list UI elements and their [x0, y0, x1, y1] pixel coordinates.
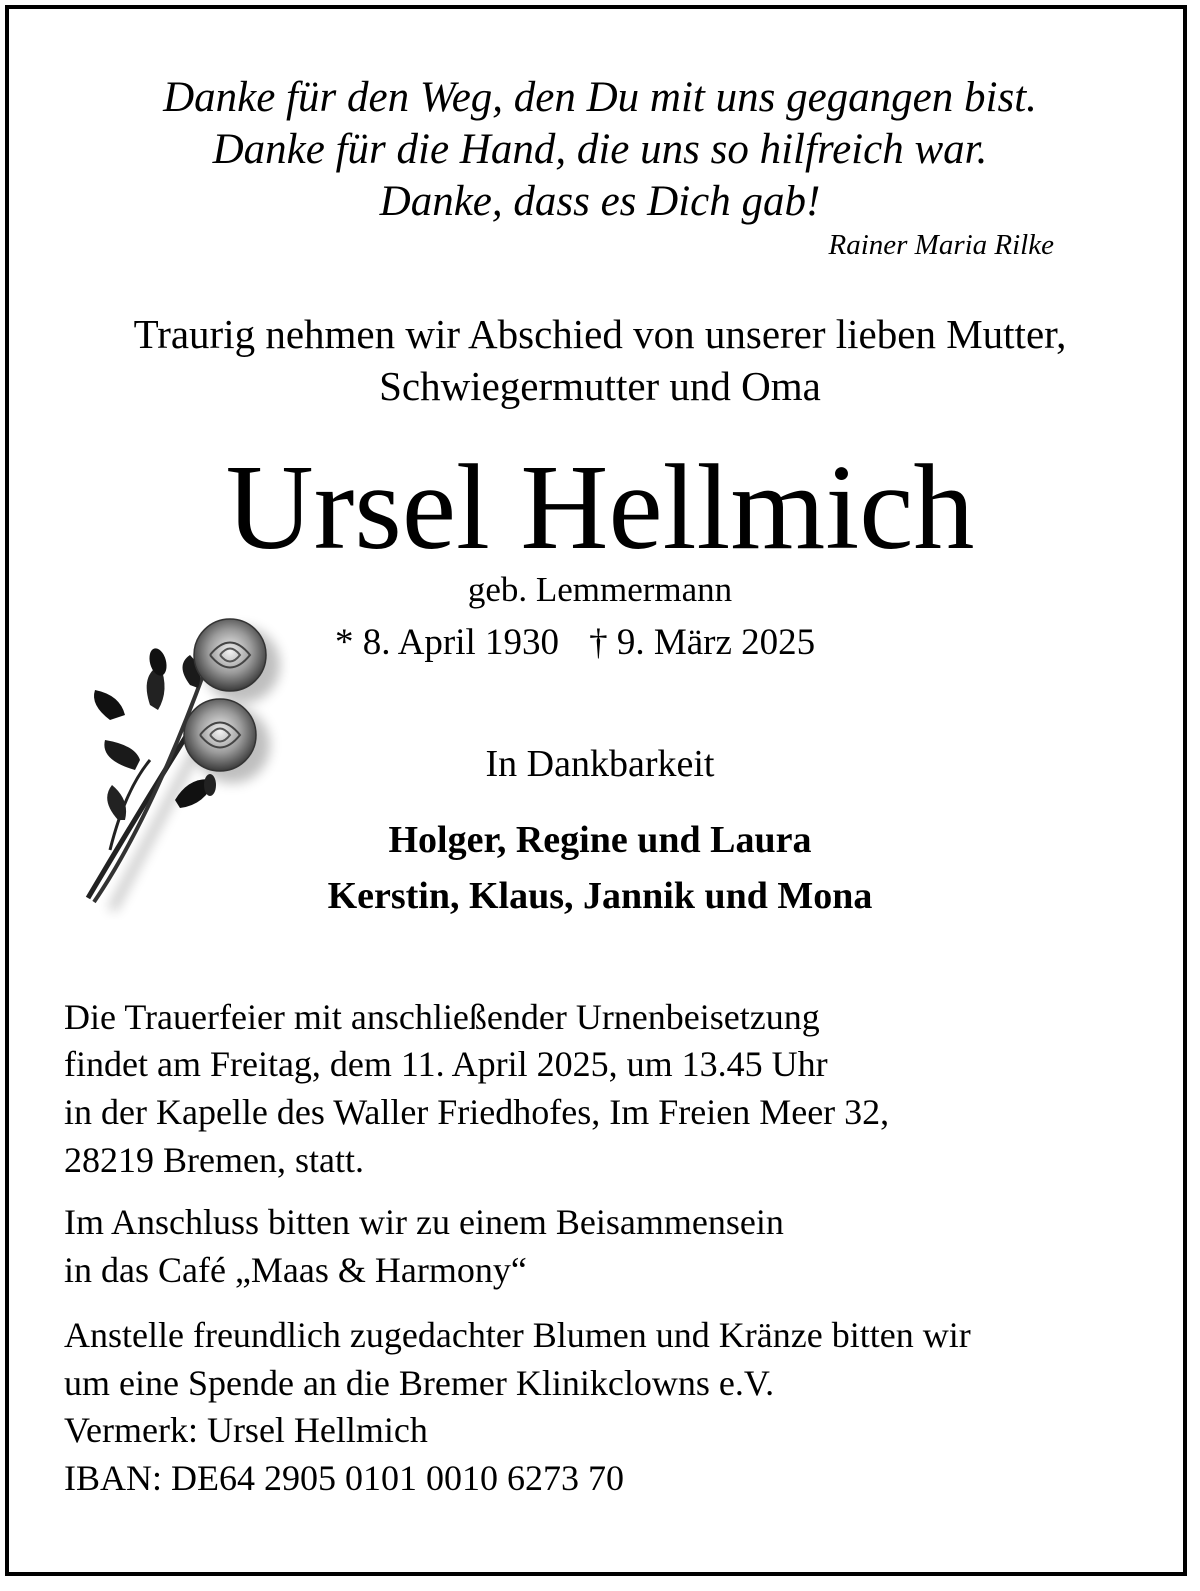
quote-line-2: Danke für die Hand, die uns so hilfreich war. — [212, 126, 988, 173]
donation-line-2: um eine Spende an die Bremer Klinikclowns e.V. — [64, 1363, 775, 1403]
life-dates — [335, 621, 815, 664]
donation-line-1: Anstelle freundlich zugedachter Blumen und Kränze bitten wir — [64, 1315, 971, 1355]
maiden-name: geb. Lemmermann — [467, 570, 733, 609]
family-line-1: Holger, Regine und Laura — [388, 819, 812, 861]
donation-iban: IBAN: DE64 2905 0101 0010 6273 70 — [64, 1458, 624, 1498]
ceremony-line-1: Die Trauerfeier mit anschließender Urnenbeisetzung — [64, 997, 820, 1037]
deceased-name: Ursel Hellmich — [225, 440, 975, 575]
quote-line-1: Danke für den Weg, den Du mit uns gegangen bist. — [163, 74, 1037, 121]
gathering-line-2: in das Café „Maas & Harmony“ — [64, 1250, 527, 1290]
death-date: † 9. März 2025 — [589, 622, 816, 663]
quote-line-3: Danke, dass es Dich gab! — [379, 178, 821, 225]
quote-author: Rainer Maria Rilke — [828, 229, 1054, 261]
ceremony-line-2: findet am Freitag, dem 11. April 2025, um 13.45 Uhr — [64, 1044, 828, 1084]
intro-line-1: Traurig nehmen wir Abschied von unserer lieben Mutter, — [133, 311, 1067, 357]
ceremony-line-3: in der Kapelle des Waller Friedhofes, Im Freien Meer 32, — [64, 1092, 890, 1132]
gratitude-text: In Dankbarkeit — [485, 743, 715, 785]
gathering-line-1: Im Anschluss bitten wir zu einem Beisammensein — [64, 1202, 784, 1242]
birth-date: * 8. April 1930 — [335, 622, 560, 663]
intro-line-2: Schwiegermutter und Oma — [379, 363, 821, 409]
donation-line-3: Vermerk: Ursel Hellmich — [64, 1410, 428, 1450]
family-line-2: Kerstin, Klaus, Jannik und Mona — [327, 875, 873, 917]
ceremony-line-4: 28219 Bremen, statt. — [64, 1140, 364, 1180]
